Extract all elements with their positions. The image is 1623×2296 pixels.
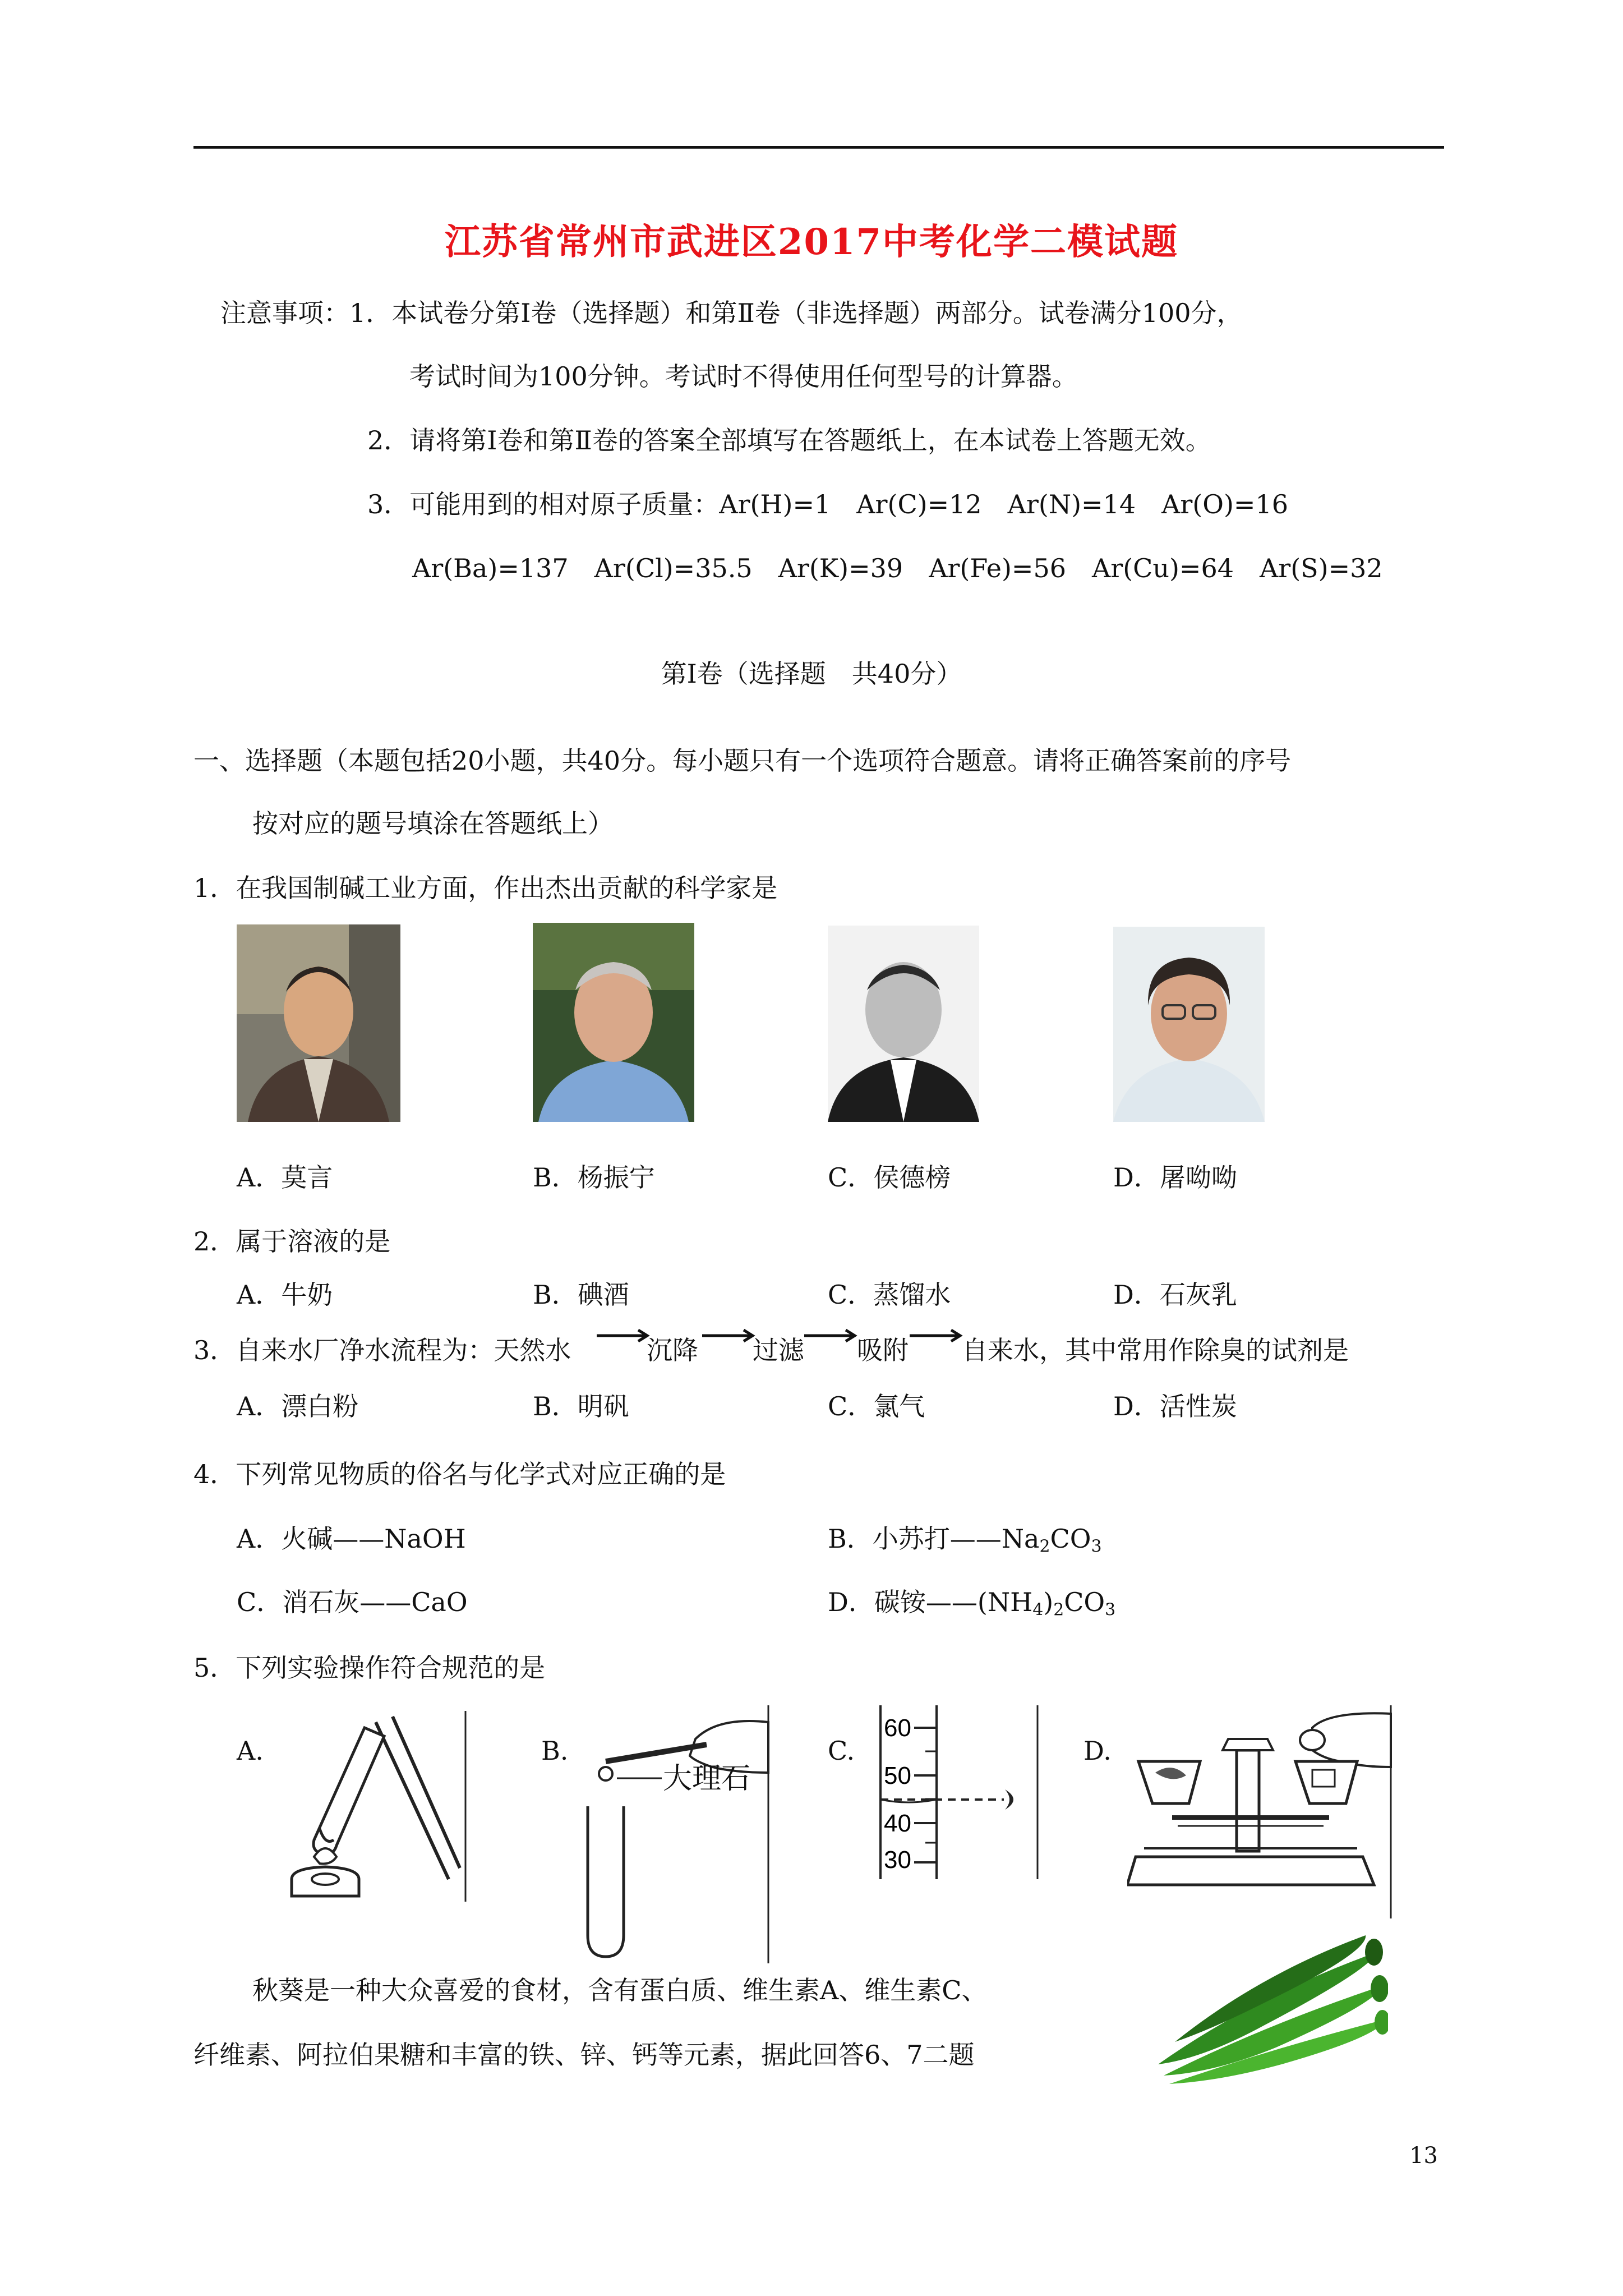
- page-number: 13: [1409, 2143, 1438, 2169]
- q3-stem-start: 3．自来水厂净水流程为：天然水: [193, 1335, 571, 1365]
- arrow-icon: [701, 1327, 757, 1344]
- q3-option-c: C．氯气: [828, 1391, 925, 1421]
- q3-option-d: D．活性炭: [1113, 1391, 1237, 1421]
- q5-label-b: B.: [541, 1736, 569, 1766]
- q5-stem: 5．下列实验操作符合规范的是: [193, 1653, 546, 1683]
- tick-label: 60: [884, 1714, 911, 1742]
- okra-line-2: 纤维素、阿拉伯果糖和丰富的铁、锌、钙等元素，据此回答6、7二题: [193, 2040, 975, 2070]
- test-tube-heating-figure: [280, 1711, 471, 1902]
- q4-option-c: C．消石灰——CaO: [237, 1587, 468, 1617]
- graduated-cylinder-figure: [875, 1705, 1043, 1879]
- notes-line-2: 2．请将第Ⅰ卷和第Ⅱ卷的答案全部填写在答题纸上，在本试卷上答题无效。: [367, 425, 1211, 455]
- q2-option-c: C．蒸馏水: [828, 1280, 951, 1310]
- tick-label: 50: [884, 1762, 911, 1789]
- q1-option-a: A．莫言: [237, 1162, 333, 1193]
- marble-into-tube-figure: [583, 1705, 774, 1963]
- section-intro-1: 一、选择题（本题包括20小题，共40分。每小题只有一个选项符合题意。请将正确答案前的序号: [193, 746, 1292, 776]
- q1-stem: 1．在我国制碱工业方面，作出杰出贡献的科学家是: [193, 873, 778, 903]
- header-rule: [193, 146, 1444, 149]
- notes-line-4: Ar(Ba)=137 Ar(Cl)=35.5 Ar(K)=39 Ar(Fe)=56 Ar(Cu)=64 Ar(S)=32: [412, 553, 1383, 583]
- portrait-a: [237, 924, 400, 1122]
- q5-label-c: C.: [828, 1736, 855, 1766]
- balance-scale-figure: [1127, 1705, 1396, 1918]
- q4-stem: 4．下列常见物质的俗名与化学式对应正确的是: [193, 1459, 726, 1489]
- page-title: 江苏省常州市武进区2017中考化学二模试题: [444, 221, 1179, 263]
- q2-option-a: A．牛奶: [237, 1280, 333, 1310]
- marble-label: 大理石: [663, 1763, 751, 1795]
- q3-option-a: A．漂白粉: [237, 1391, 359, 1421]
- section-intro-2: 按对应的题号填涂在答题纸上）: [252, 808, 614, 839]
- portrait-d: [1113, 927, 1265, 1122]
- q4-option-a: A．火碱——NaOH: [237, 1524, 466, 1554]
- q3-step-3: 吸附: [857, 1335, 909, 1365]
- q2-option-b: B．碘酒: [533, 1280, 629, 1310]
- q3-step-2: 过滤: [753, 1335, 804, 1365]
- arrow-icon: [596, 1327, 652, 1344]
- q1-option-b: B．杨振宁: [533, 1162, 655, 1193]
- okra-line-1: 秋葵是一种大众喜爱的食材，含有蛋白质、维生素A、维生素C、: [252, 1975, 988, 2005]
- q3-stem-end: 自来水，其中常用作除臭的试剂是: [962, 1335, 1349, 1365]
- notes-line-3: 3．可能用到的相对原子质量：Ar(H)=1 Ar(C)=12 Ar(N)=14 Ar(O)=16: [367, 489, 1288, 519]
- q4-option-b: B．小苏打$——Na_2CO_3$: [828, 1524, 1102, 1557]
- eye-icon: [1005, 1789, 1013, 1810]
- notes-line-1: 注意事项：1．本试卷分第Ⅰ卷（选择题）和第Ⅱ卷（非选择题）两部分。试卷满分100分，: [220, 298, 1243, 328]
- q5-label-d: D.: [1083, 1736, 1112, 1766]
- arrow-icon: [909, 1327, 965, 1344]
- okra-image: [1152, 1930, 1388, 2087]
- tick-label: 40: [884, 1810, 911, 1837]
- q2-stem: 2．属于溶液的是: [193, 1226, 391, 1257]
- section-heading: 第Ⅰ卷（选择题 共40分）: [661, 659, 962, 689]
- q5-label-a: A.: [237, 1736, 264, 1766]
- q2-option-d: D．石灰乳: [1113, 1280, 1237, 1310]
- portrait-c: [828, 926, 979, 1122]
- q4-option-d: D．碳铵$——(NH_4)_2CO_3$: [828, 1587, 1116, 1620]
- portrait-b: [533, 923, 694, 1122]
- q3-option-b: B．明矾: [533, 1391, 629, 1421]
- notes-line-1b: 考试时间为100分钟。考试时不得使用任何型号的计算器。: [409, 361, 1078, 392]
- tick-label: 30: [884, 1846, 911, 1874]
- q3-step-1: 沉降: [647, 1335, 698, 1365]
- q1-option-d: D．屠呦呦: [1113, 1162, 1237, 1193]
- q1-option-c: C．侯德榜: [828, 1162, 951, 1193]
- arrow-icon: [803, 1327, 859, 1344]
